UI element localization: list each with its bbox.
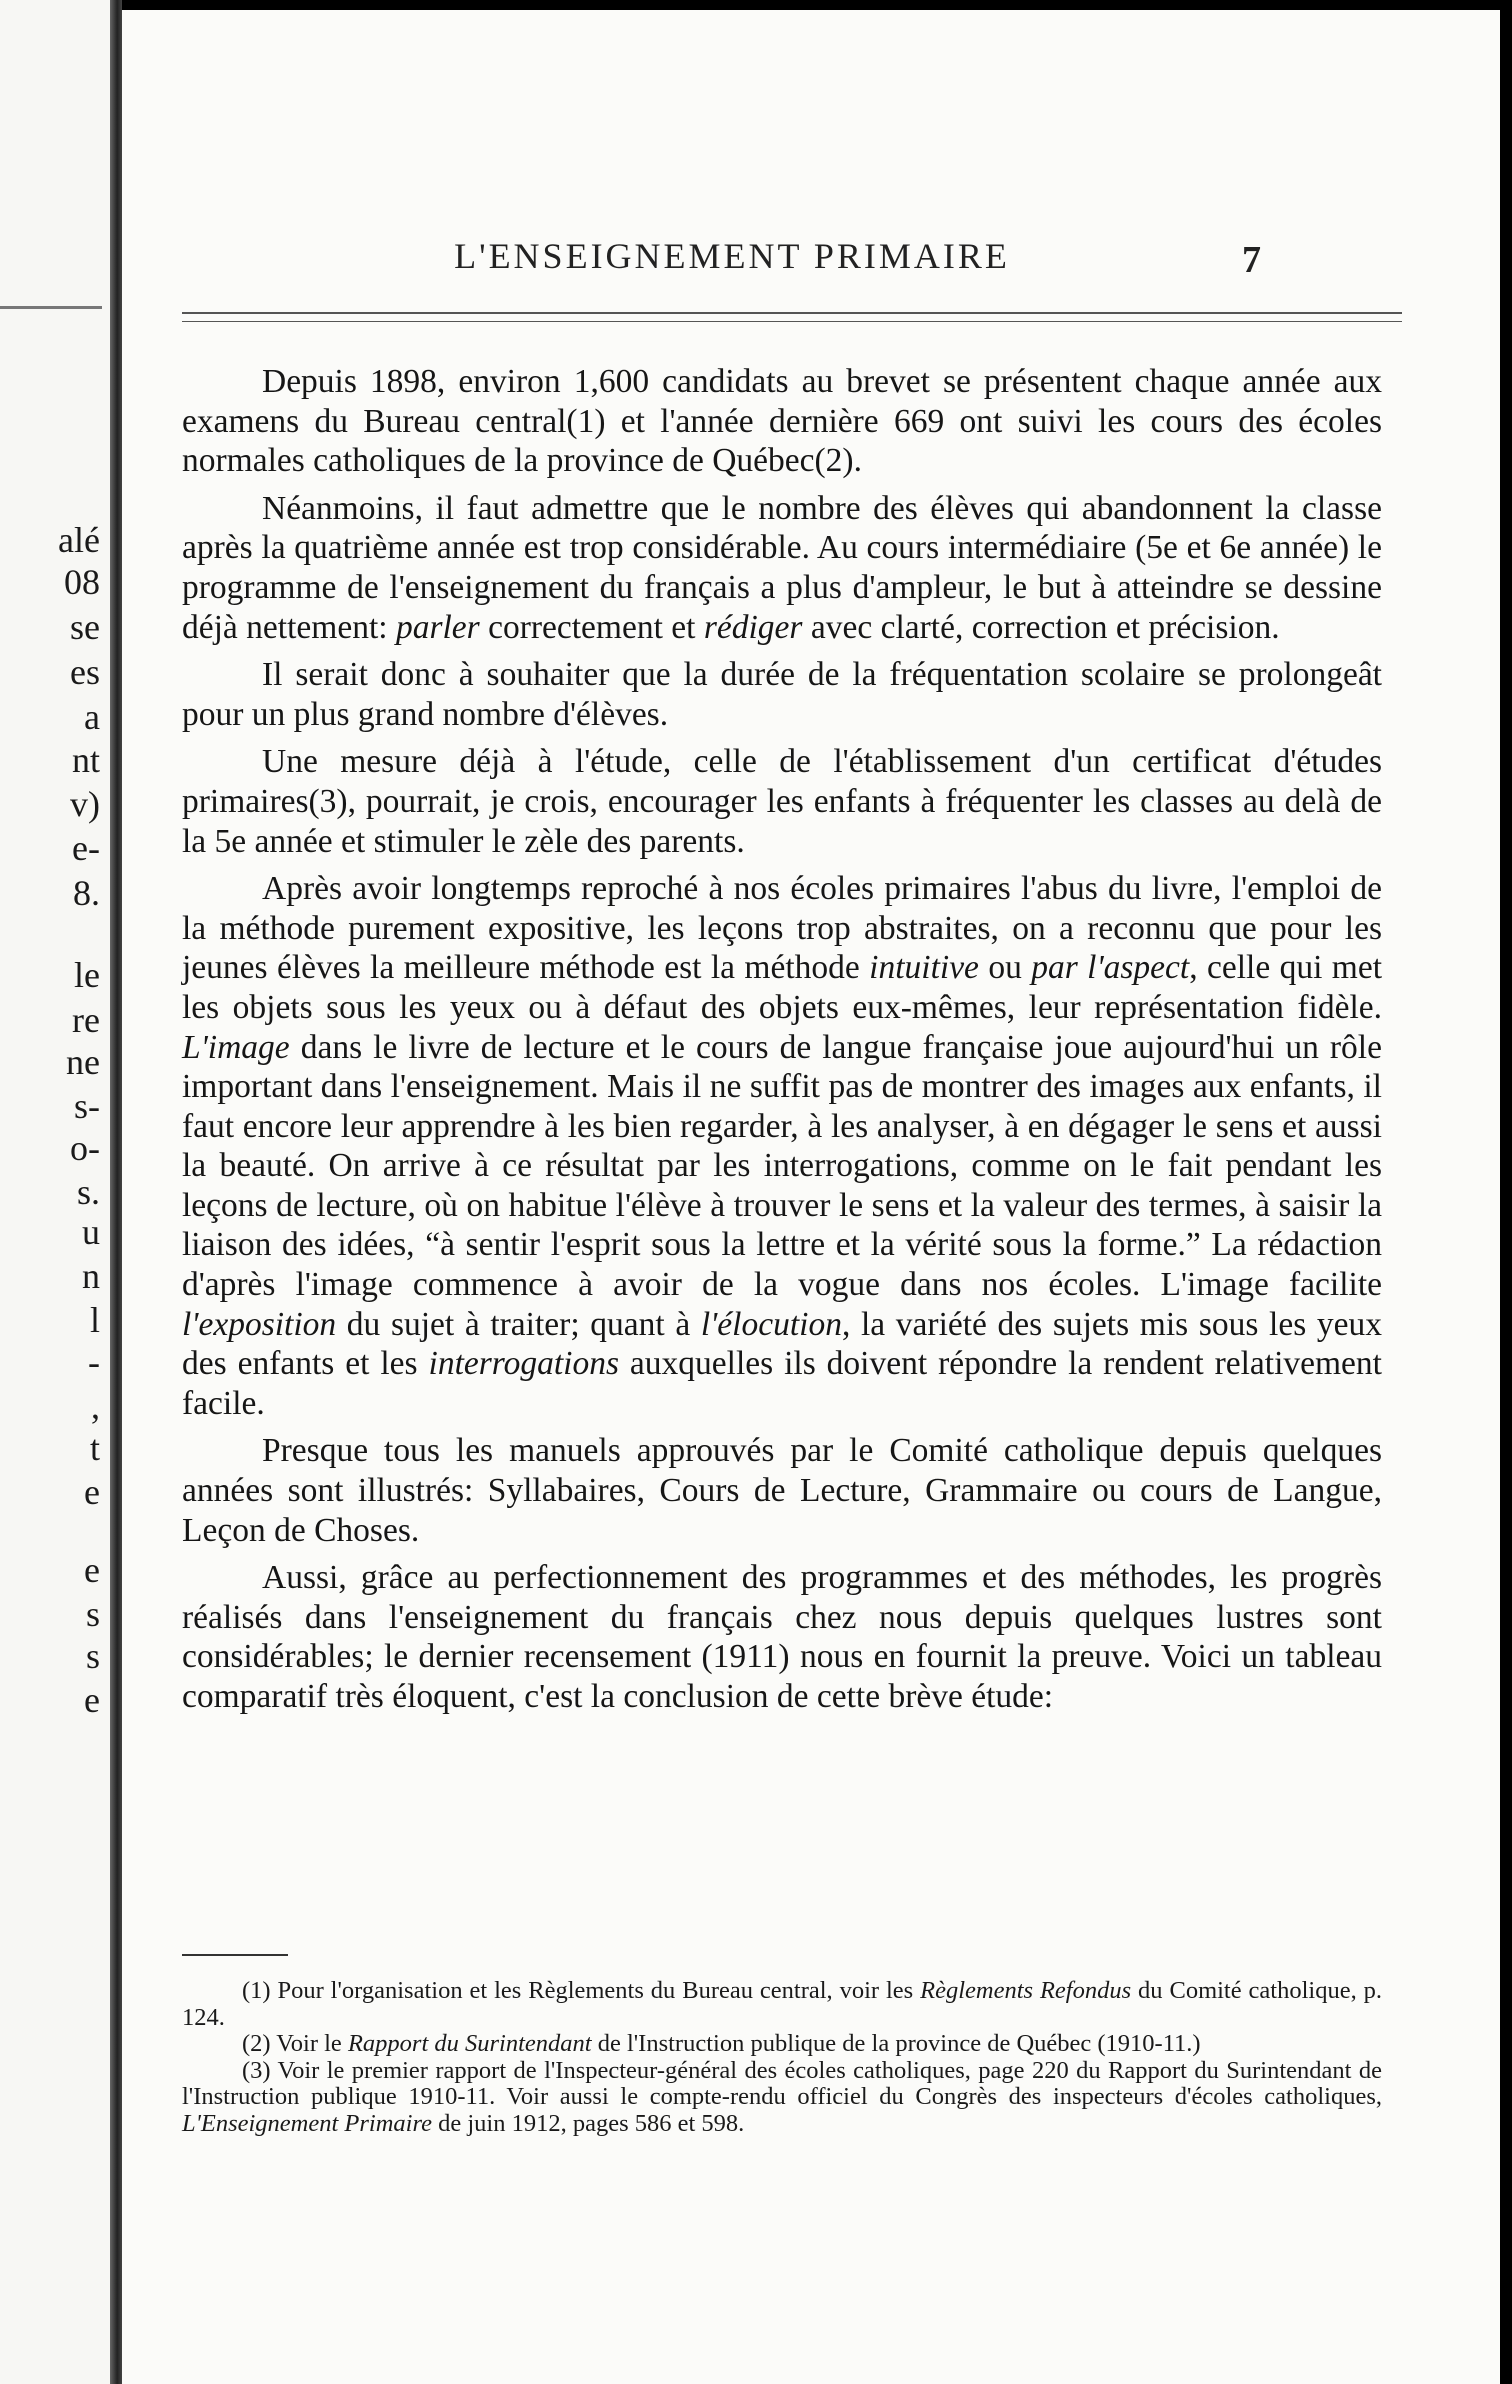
margin-fragment: s xyxy=(85,1636,100,1676)
body-text xyxy=(182,362,1382,1717)
header-rule-thin xyxy=(182,321,1402,322)
page-number: 7 xyxy=(1242,239,1261,281)
margin-fragment: alé xyxy=(58,520,100,560)
margin-fragment: ne xyxy=(66,1042,100,1082)
margin-fragment: le xyxy=(74,955,100,995)
margin-fragment: v) xyxy=(70,784,100,824)
facing-page-rule xyxy=(0,306,102,309)
margin-fragment: s xyxy=(85,1594,100,1634)
margin-fragment: - xyxy=(88,1342,100,1382)
margin-fragment: e- xyxy=(72,828,100,868)
margin-fragment: se xyxy=(70,607,100,647)
footnotes xyxy=(182,1978,1382,2137)
scan-border xyxy=(1500,0,1512,2384)
paragraph-3: Il serait donc à souhaiter que la durée de la fréquentation scolaire se prolongeât pour un plus grand nombre d'élèves. xyxy=(182,656,1382,733)
footnote-3: (3) Voir le premier rapport de l'Inspecteur-général des écoles catholiques, page 220 du Rapport du Surintendant de l'Instruction publique 1910-11. Voir aussi le compte-rendu officiel du Congrès des inspecteurs d'écoles catholiques, L'Enseignement Primaire de juin 1912, pages 586 et 598. xyxy=(182,2056,1382,2137)
footnote-1: (1) Pour l'organisation et les Règlements du Bureau central, voir les Règlements Refondus du Comité catholique, p. 124. xyxy=(182,1977,1382,2031)
margin-fragment: a xyxy=(84,697,100,737)
margin-fragment: u xyxy=(82,1212,100,1252)
margin-fragment: s. xyxy=(76,1172,100,1212)
footnote-2: (2) Voir le Rapport du Surintendant de l'Instruction publique de la province de Québec (1910-11.) xyxy=(242,2030,1201,2057)
book-page xyxy=(122,10,1500,2384)
margin-fragment: e xyxy=(84,1472,100,1512)
margin-fragment: , xyxy=(91,1386,100,1426)
margin-fragment: s- xyxy=(74,1086,100,1126)
paragraph-6: Presque tous les manuels approuvés par le Comité catholique depuis quelques années sont illustrés: Syllabaires, Cours de Lecture, Grammaire ou cours de Langue, Leçon de Choses. xyxy=(182,1432,1382,1549)
margin-fragment: nt xyxy=(71,740,100,780)
paragraph-4: Une mesure déjà à l'étude, celle de l'établissement d'un certificat d'études primaires(3), pourrait, je crois, encourager les enfants à fréquenter les classes au delà de la 5e année et stimuler le zèle des parents. xyxy=(182,743,1382,860)
paragraph-1: Depuis 1898, environ 1,600 candidats au brevet se présentent chaque année aux examens du Bureau central(1) et l'année dernière 669 ont suivi les cours des écoles normales catholiques de la province de Québec(2). xyxy=(182,363,1382,480)
facing-page-edge xyxy=(0,0,110,2384)
paragraph-5: Après avoir longtemps reproché à nos écoles primaires l'abus du livre, l'emploi de la méthode purement expositive, les leçons trop abstraites, on a reconnu que pour les jeunes élèves la meilleure méthode est la méthode intuitive ou par l'aspect, celle qui met les objets sous les yeux ou à défaut des objets eux-mêmes, leur représentation fidèle. L'image dans le livre de lecture et le cours de langue française joue aujourd'hui un rôle important dans l'enseignement. Mais il ne suffit pas de montrer des images aux enfants, il faut encore leur apprendre à les bien regarder, à les analyser, à en dégager le sens et aussi la beauté. On arrive à ce résultat par les interrogations, comme on le fait pendant les leçons de lecture, où on habitue l'élève à trouver le sens et la valeur des termes, à saisir la liaison des idées, “à sentir l'esprit sous la lettre et la vérité sous la forme.” La rédaction d'après l'image commence à avoir de la vogue dans nos écoles. L'image facilite l'exposition du sujet à traiter; quant à l'élocution, la variété des sujets mis sous les yeux des enfants et les interrogations auxquelles ils doivent répondre la rendent relativement facile. xyxy=(182,870,1383,1422)
paragraph-7: Aussi, grâce au perfectionnement des programmes et des méthodes, les progrès réalisés dans l'enseignement du français chez nous depuis quelques lustres sont considérables; le dernier recensement (1911) nous en fournit la preuve. Voici un tableau comparatif très éloquent, c'est la conclusion de cette brève étude: xyxy=(182,1559,1382,1715)
margin-fragment: 8. xyxy=(73,873,100,913)
footnote-rule xyxy=(182,1954,288,1956)
book-gutter xyxy=(110,0,122,2384)
margin-fragment: l xyxy=(89,1300,100,1340)
margin-fragment: es xyxy=(70,652,100,692)
paragraph-2: Néanmoins, il faut admettre que le nombre des élèves qui abandonnent la classe après la quatrième année est trop considérable. Au cours intermédiaire (5e et 6e année) le programme de l'enseignement du français a plus d'ampleur, le but à atteindre se dessine déjà nettement: parler correctement et rédiger avec clarté, correction et précision. xyxy=(182,489,1382,646)
margin-fragment: t xyxy=(89,1428,100,1468)
margin-fragment: e xyxy=(84,1680,100,1720)
margin-fragment: e xyxy=(84,1550,100,1590)
running-title: L'ENSEIGNEMENT PRIMAIRE xyxy=(454,236,1010,276)
margin-fragment: 08 xyxy=(64,562,100,602)
header-rule xyxy=(182,312,1402,314)
margin-fragment: o- xyxy=(70,1128,100,1168)
margin-fragment: n xyxy=(82,1256,100,1296)
margin-fragment: re xyxy=(72,1000,100,1040)
